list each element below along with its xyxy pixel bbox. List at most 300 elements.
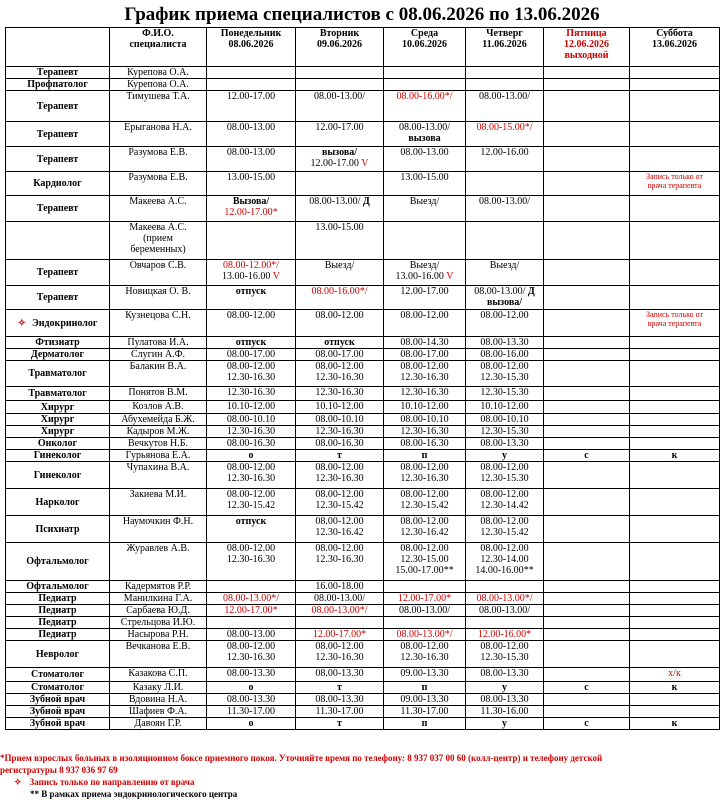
specialty-cell <box>6 337 110 349</box>
schedule-entry <box>467 682 542 693</box>
schedule-entry-text: 08.00-17.00 <box>315 349 364 360</box>
schedule-entry-text: 10.10-12.00 <box>400 401 449 412</box>
specialist-name-line: Ерыганова Н.А. <box>124 122 192 133</box>
day-cell <box>384 516 466 543</box>
schedule-entry-text: 12.00-17.00* <box>312 629 367 640</box>
schedule-entry <box>631 682 718 693</box>
day-cell <box>296 337 384 349</box>
schedule-entry <box>297 516 382 527</box>
specialty-label: Хирург <box>40 401 75 413</box>
schedule-entry <box>467 718 542 729</box>
specialty-cell <box>6 706 110 718</box>
schedule-entry-text: 08.00-16.30 <box>400 438 449 449</box>
schedule-entry <box>545 718 628 729</box>
schedule-entry-text: 08.00-13.30 <box>226 694 276 705</box>
specialty-cell <box>6 310 110 337</box>
schedule-entry-text: п <box>421 450 428 461</box>
day-cell <box>630 222 720 260</box>
schedule-entry <box>297 450 382 461</box>
day-cell <box>384 629 466 641</box>
schedule-entry-text: 08.00-12.00 <box>315 361 364 372</box>
day-cell <box>544 310 630 337</box>
schedule-entry <box>467 337 542 348</box>
schedule-entry-text: 12.00-17.00* <box>397 593 452 604</box>
schedule-entry-text: 08.00-13.30 <box>480 668 529 679</box>
specialty-label: Педиатр <box>38 605 77 616</box>
specialty-label: Терапевт <box>36 203 79 214</box>
specialty-cell <box>6 79 110 91</box>
day-cell <box>384 581 466 593</box>
footer-note-4: ** В рамках приема эндокринологического центра <box>30 789 238 799</box>
day-cell <box>630 91 720 122</box>
specialty-label: Терапевт <box>36 267 79 278</box>
schedule-entry-text: 08.00-12.00 <box>400 462 449 473</box>
header-line: Среда <box>410 28 439 39</box>
schedule-entry <box>385 527 464 538</box>
specialist-name-cell <box>110 682 207 694</box>
schedule-entry-text: 12.30-16.30 <box>226 426 276 437</box>
schedule-entry <box>297 668 382 679</box>
day-cell <box>630 706 720 718</box>
schedule-entry-text: 10.10-12.00 <box>226 401 276 412</box>
schedule-entry <box>467 349 542 360</box>
schedule-entry <box>385 122 464 133</box>
specialty-cell <box>6 462 110 489</box>
schedule-entry <box>385 260 464 271</box>
schedule-entry-text: 13.00-16.00 <box>222 271 273 282</box>
day-cell <box>544 605 630 617</box>
header-line: специалиста <box>129 39 187 50</box>
schedule-entry <box>208 641 294 652</box>
day-cell <box>384 196 466 222</box>
schedule-entry-text: 08.00-16.00 <box>480 349 529 360</box>
day-cell <box>207 196 296 222</box>
day-cell <box>630 67 720 79</box>
specialist-name-line: Манилкина Г.А. <box>123 593 193 604</box>
day-cell <box>630 361 720 387</box>
schedule-entry <box>385 426 464 437</box>
visit-mark: V <box>361 158 369 169</box>
day-cell <box>207 67 296 79</box>
header-line: 11.06.2026 <box>482 39 527 50</box>
day-cell <box>207 414 296 426</box>
schedule-entry-text: 08.00-12.00 <box>400 489 449 500</box>
day-cell <box>466 260 544 286</box>
visit-mark: V <box>446 271 454 282</box>
schedule-entry-text: 13.00-15.00 <box>315 222 364 233</box>
table-row <box>6 196 720 222</box>
table-row <box>6 79 720 91</box>
schedule-entry-text: 10.10-12.00 <box>480 401 529 412</box>
specialist-name-line: Стрельцова И.Ю. <box>120 617 196 628</box>
header-line: выходной <box>564 50 609 61</box>
day-cell <box>544 79 630 91</box>
footer-note-2: регистратуры 8 937 036 97 69 <box>0 765 118 775</box>
specialist-name-cell <box>110 641 207 668</box>
day-cell <box>384 605 466 617</box>
schedule-entry <box>467 527 542 538</box>
schedule-entry <box>208 718 294 729</box>
table-row <box>6 67 720 79</box>
specialty-cell <box>6 543 110 581</box>
schedule-entry-text: 08.00-12.00 <box>226 462 276 473</box>
schedule-entry-text: 12.30-15.30 <box>480 372 529 383</box>
day-cell <box>207 172 296 196</box>
day-cell <box>207 450 296 462</box>
specialty-cell <box>6 718 110 730</box>
header-line: Четверг <box>486 28 523 39</box>
schedule-entry <box>297 414 382 425</box>
day-cell <box>630 581 720 593</box>
schedule-entry-text: отпуск <box>235 286 267 297</box>
schedule-entry-text: 12.30-16.42 <box>400 527 449 538</box>
schedule-entry <box>208 489 294 500</box>
day-cell <box>466 593 544 605</box>
day-cell <box>630 387 720 401</box>
schedule-entry <box>297 718 382 729</box>
schedule-entry <box>297 260 382 271</box>
day-cell <box>544 593 630 605</box>
schedule-entry <box>208 450 294 461</box>
schedule-entry <box>208 706 294 717</box>
schedule-entry <box>208 337 294 348</box>
day-cell <box>544 361 630 387</box>
table-row <box>6 668 720 682</box>
day-cell <box>207 79 296 91</box>
schedule-entry <box>297 147 382 158</box>
schedule-entry <box>467 641 542 652</box>
day-cell <box>630 426 720 438</box>
day-cell <box>544 147 630 172</box>
schedule-entry-text: отпуск <box>235 337 267 348</box>
day-cell <box>384 543 466 581</box>
day-cell <box>296 593 384 605</box>
day-cell <box>544 617 630 629</box>
day-cell <box>296 147 384 172</box>
specialist-name-cell <box>110 349 207 361</box>
specialty-label: Кардиолог <box>33 178 82 189</box>
home-mark: Д <box>362 196 370 207</box>
specialist-name-cell <box>110 122 207 147</box>
schedule-entry-text: 11.30-17.00 <box>227 706 275 717</box>
header-cell <box>296 28 384 67</box>
visit-mark: V <box>272 271 280 282</box>
specialist-name-line: Казакова С.П. <box>128 668 188 679</box>
schedule-entry-text: 12.30-16.30 <box>400 652 449 663</box>
day-cell <box>207 629 296 641</box>
schedule-entry <box>208 682 294 693</box>
schedule-entry-text: 08.00-17.00 <box>226 349 276 360</box>
schedule-entry-text: 08.00-12.00 <box>480 310 529 321</box>
schedule-entry <box>385 668 464 679</box>
day-cell <box>466 337 544 349</box>
specialist-name-cell <box>110 387 207 401</box>
specialist-name-line: Закиева М.И. <box>129 489 187 500</box>
day-cell <box>466 641 544 668</box>
day-cell <box>630 489 720 516</box>
day-cell <box>296 438 384 450</box>
day-cell <box>296 694 384 706</box>
day-cell <box>207 682 296 694</box>
specialist-name-line: Курепова О.А. <box>127 67 189 78</box>
specialist-name-cell <box>110 668 207 682</box>
specialist-name-line: Разумова Е.В. <box>128 172 188 183</box>
schedule-entry-text: 08.00-13.00/ <box>313 91 366 102</box>
table-row <box>6 581 720 593</box>
day-cell <box>466 462 544 489</box>
schedule-entry <box>467 462 542 473</box>
day-cell <box>296 286 384 310</box>
schedule-entry <box>297 527 382 538</box>
schedule-entry-text: 08.00-16.00*/ <box>396 91 453 102</box>
schedule-entry <box>208 593 294 604</box>
day-cell <box>630 694 720 706</box>
specialist-name-cell <box>110 593 207 605</box>
schedule-entry <box>297 337 382 348</box>
schedule-entry <box>385 361 464 372</box>
schedule-entry-text: отпуск <box>235 516 267 527</box>
day-cell <box>384 450 466 462</box>
schedule-entry <box>208 387 294 398</box>
page-title: График приема специалистов с 08.06.2026 по 13.06.2026 <box>124 4 600 25</box>
schedule-entry-text: 08.00-13.00/ <box>398 605 451 616</box>
specialty-label: Травматолог <box>28 368 87 379</box>
schedule-entry <box>208 473 294 484</box>
table-row <box>6 310 720 337</box>
day-cell <box>384 122 466 147</box>
table-row <box>6 617 720 629</box>
specialist-name-cell <box>110 706 207 718</box>
day-cell <box>384 718 466 730</box>
day-cell <box>207 593 296 605</box>
schedule-entry <box>297 122 382 133</box>
footer-note-1: *Прием взрослых больных в изоляционном боксе приемного покоя. Уточняйте время по телефону: 8 937 037 00 60 (колл-центр) и телефону детской <box>0 753 603 763</box>
specialist-name-line: Насырова Р.Н. <box>127 629 189 640</box>
specialty-cell <box>6 147 110 172</box>
day-cell <box>466 543 544 581</box>
day-cell <box>544 668 630 682</box>
note-line: Запись только от <box>645 172 703 181</box>
schedule-entry-text: 08.00-16.30 <box>315 438 364 449</box>
schedule-entry <box>467 629 542 640</box>
schedule-entry <box>385 438 464 449</box>
schedule-entry-text: о <box>248 682 254 693</box>
schedule-entry-text: 08.00-12.00 <box>226 310 276 321</box>
schedule-table <box>5 27 720 730</box>
day-cell <box>466 489 544 516</box>
schedule-entry <box>208 196 294 207</box>
header-line: Суббота <box>656 28 693 39</box>
schedule-entry-text: 12.00-17.00 <box>315 122 364 133</box>
schedule-entry <box>385 706 464 717</box>
table-row <box>6 260 720 286</box>
schedule-entry <box>467 372 542 383</box>
specialist-name-line: Гурьянова Е.А. <box>125 450 191 461</box>
day-cell <box>296 706 384 718</box>
schedule-entry <box>297 682 382 693</box>
specialist-name-line: Тимушева Т.А. <box>126 91 190 102</box>
schedule-entry-text: 12.30-16.42 <box>315 527 364 538</box>
schedule-entry-text: 08.00-12.00 <box>315 516 364 527</box>
schedule-entry <box>467 593 542 604</box>
day-cell <box>466 426 544 438</box>
schedule-entry-text: 12.30-15.42 <box>226 500 276 511</box>
specialist-name-cell <box>110 581 207 593</box>
schedule-entry <box>467 668 542 679</box>
schedule-entry <box>385 473 464 484</box>
specialist-name-cell <box>110 67 207 79</box>
schedule-entry <box>385 196 464 207</box>
schedule-entry <box>208 414 294 425</box>
day-cell <box>207 706 296 718</box>
specialist-name-cell <box>110 438 207 450</box>
schedule-entry <box>208 500 294 511</box>
specialist-name-line: Слугин А.Ф. <box>130 349 186 360</box>
day-cell <box>296 489 384 516</box>
specialty-label: Зубной врач <box>29 706 86 717</box>
table-row <box>6 349 720 361</box>
schedule-entry-text: 08.00-16.30 <box>226 438 276 449</box>
schedule-entry <box>208 516 294 527</box>
schedule-entry-text: 08.00-12.00 <box>400 641 449 652</box>
schedule-entry-text: 12.00-17.00* <box>224 605 278 616</box>
schedule-entry <box>385 516 464 527</box>
specialist-name-cell <box>110 361 207 387</box>
schedule-entry <box>297 641 382 652</box>
schedule-entry-text: 08.00-15.00*/ <box>476 122 533 133</box>
specialty-cell <box>6 260 110 286</box>
day-cell <box>466 438 544 450</box>
schedule-entry-text: т <box>337 718 342 729</box>
schedule-entry <box>385 462 464 473</box>
day-cell <box>544 260 630 286</box>
specialty-cell <box>6 489 110 516</box>
specialty-cell <box>6 516 110 543</box>
specialist-name-line: Давоян Г.Р. <box>134 718 182 729</box>
day-cell <box>466 147 544 172</box>
schedule-entry <box>208 349 294 360</box>
specialist-name-line: Вдовина Н.А. <box>128 694 188 705</box>
day-cell <box>544 122 630 147</box>
schedule-entry <box>297 629 382 640</box>
day-cell <box>384 79 466 91</box>
day-cell <box>630 462 720 489</box>
day-cell <box>384 91 466 122</box>
schedule-entry-text: 12.30-15.30 <box>480 426 529 437</box>
schedule-entry <box>208 361 294 372</box>
day-cell <box>630 641 720 668</box>
day-cell <box>296 91 384 122</box>
specialty-label: Стоматолог <box>31 682 84 693</box>
day-cell <box>630 682 720 694</box>
schedule-entry-text: 11.30-17.00 <box>400 706 449 717</box>
specialty-cell <box>6 694 110 706</box>
schedule-entry-text: 12.30-14.00 <box>480 554 529 565</box>
day-cell <box>630 629 720 641</box>
schedule-entry-text: 08.00-14.30 <box>400 337 449 348</box>
day-cell <box>207 349 296 361</box>
table-row <box>6 172 720 196</box>
day-cell <box>296 401 384 414</box>
schedule-entry <box>385 271 464 282</box>
schedule-entry <box>297 500 382 511</box>
schedule-entry-text: 16.00-18.00 <box>315 581 364 592</box>
specialist-name-line: Макеева А.С. <box>129 196 187 207</box>
day-cell <box>207 147 296 172</box>
day-cell <box>544 426 630 438</box>
schedule-entry-text: к <box>671 682 678 693</box>
specialist-name-cell <box>110 543 207 581</box>
day-cell <box>466 605 544 617</box>
day-cell <box>466 387 544 401</box>
specialist-name-cell <box>110 462 207 489</box>
schedule-entry-text: 08.00-12.00 <box>315 543 364 554</box>
schedule-entry-text: 12.30-16.30 <box>226 372 276 383</box>
specialty-cell <box>6 641 110 668</box>
schedule-entry <box>297 593 382 604</box>
specialist-name-cell <box>110 414 207 426</box>
specialty-label: Гинеколог <box>33 469 82 481</box>
day-cell <box>544 694 630 706</box>
day-cell <box>544 718 630 730</box>
day-cell <box>544 629 630 641</box>
schedule-entry-text: 15.00-17.00** <box>395 565 454 576</box>
schedule-entry <box>385 489 464 500</box>
schedule-entry-text: Выезд/ <box>489 260 520 271</box>
schedule-entry <box>385 172 464 183</box>
day-cell <box>207 694 296 706</box>
day-cell <box>630 516 720 543</box>
schedule-entry-text: Вызова/ <box>232 196 270 207</box>
schedule-entry <box>467 297 542 308</box>
day-cell <box>296 172 384 196</box>
schedule-entry-text: 08.00-12.00 <box>480 489 529 500</box>
specialty-label: Профпатолог <box>27 79 88 90</box>
specialty-label: Офтальмолог <box>26 556 89 567</box>
schedule-entry <box>297 349 382 360</box>
specialist-name-line: Козлов А.В. <box>132 401 184 412</box>
day-cell <box>630 593 720 605</box>
schedule-entry <box>208 260 294 271</box>
day-cell <box>384 260 466 286</box>
schedule-entry-text: 09.00-13.30 <box>400 668 449 679</box>
schedule-entry-text: 08.00-16.00*/ <box>311 286 368 297</box>
specialty-cell <box>6 438 110 450</box>
day-cell <box>384 489 466 516</box>
day-cell <box>207 489 296 516</box>
schedule-entry <box>385 450 464 461</box>
day-cell <box>296 349 384 361</box>
day-cell <box>296 516 384 543</box>
home-mark: Д <box>527 286 535 297</box>
day-cell <box>207 581 296 593</box>
specialist-name-line: беременных) <box>130 244 186 255</box>
specialist-name-cell <box>110 516 207 543</box>
day-cell <box>296 67 384 79</box>
specialist-name-line: Макеева А.С. <box>129 222 187 233</box>
schedule-entry-text: 12.30-16.30 <box>315 387 364 398</box>
schedule-entry <box>385 286 464 297</box>
schedule-entry <box>297 605 382 616</box>
header-line: 08.06.2026 <box>228 39 274 50</box>
day-cell <box>207 310 296 337</box>
day-cell <box>207 337 296 349</box>
schedule-entry-text: у <box>502 718 507 729</box>
specialty-cell <box>6 387 110 401</box>
specialist-name-line: Казаку Л.И. <box>132 682 184 693</box>
specialist-name-line: Понятов В.М. <box>128 387 188 398</box>
schedule-entry <box>385 349 464 360</box>
